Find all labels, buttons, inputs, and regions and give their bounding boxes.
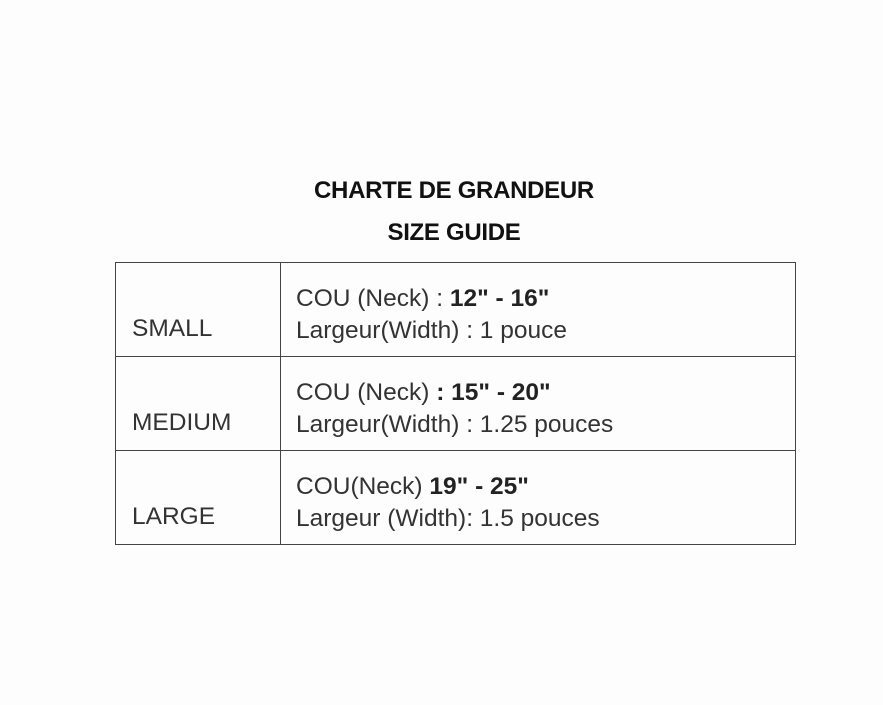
spec-cell: [281, 451, 796, 545]
size-cell: [116, 263, 281, 357]
spec-block: [281, 451, 795, 535]
width-line: Largeur(Width) : 1.25 pouces: [296, 411, 614, 438]
size-chart-title: [0, 170, 883, 254]
spec-cell: [281, 263, 796, 357]
neck-value: 19" - 25": [429, 473, 529, 500]
neck-line: [296, 377, 795, 409]
spec-cell: [281, 357, 796, 451]
neck-line: [296, 283, 795, 315]
title-english: SIZE GUIDE: [387, 219, 521, 246]
table-row-medium: [116, 357, 796, 451]
neck-label: COU(Neck): [296, 473, 430, 500]
neck-value: 12" - 16": [449, 285, 550, 312]
neck-label: COU (Neck) :: [296, 285, 450, 312]
size-name-small: SMALL: [132, 315, 213, 342]
neck-line: [296, 471, 795, 503]
table-row-large: [116, 451, 796, 545]
title-french: CHARTE DE GRANDEUR: [314, 177, 594, 204]
neck-label: COU (Neck): [296, 379, 437, 406]
neck-value: : 15" - 20": [436, 379, 551, 406]
size-name-large: LARGE: [132, 503, 216, 530]
size-cell: [116, 357, 281, 451]
size-cell: [116, 451, 281, 545]
spec-block: [281, 357, 795, 441]
table-row-small: [116, 263, 796, 357]
size-name-medium: MEDIUM: [132, 409, 232, 436]
size-guide-table: [115, 262, 796, 545]
spec-block: [281, 263, 795, 347]
width-line: Largeur (Width): 1.5 pouces: [296, 505, 600, 532]
width-line: Largeur(Width) : 1 pouce: [296, 317, 567, 344]
